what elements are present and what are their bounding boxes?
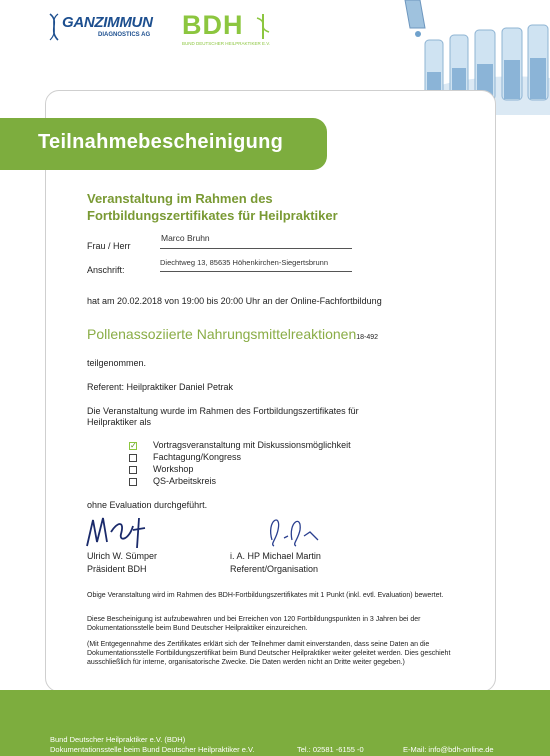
event-heading-line-2: Fortbildungszertifikates für Heilpraktiker xyxy=(87,208,338,223)
ganzimmun-name: GANZIMMUN xyxy=(62,14,153,31)
footer-dept: Dokumentationsstelle beim Bund Deutscher Heilpraktiker e.V. xyxy=(50,745,255,754)
footer-org: Bund Deutscher Heilpraktiker e.V. (BDH) xyxy=(50,735,186,744)
bdh-logo xyxy=(182,10,272,50)
note-keep: Diese Bescheinigung ist aufzubewahren und bei Erreichen von 120 Fortbildungspunkten in 3 Jahren bei der Dokumentationsstelle beim Bund Deutscher Heilpraktiker einzureichen. xyxy=(87,616,421,632)
option-label-vortrag: Vortragsveranstaltung mit Diskussionsmöglichkeit xyxy=(153,440,351,450)
option-checkbox-fachtagung xyxy=(129,454,137,462)
dna-icon xyxy=(46,12,62,42)
signer-right-role: Referent/Organisation xyxy=(230,564,319,574)
option-label-workshop: Workshop xyxy=(153,464,194,474)
participated-text: teilgenommen. xyxy=(87,358,147,368)
course-title-row xyxy=(87,326,378,342)
date-line: hat am 20.02.2018 von 19:00 bis 20:00 Uhr an der Online-Fachfortbildung xyxy=(87,296,382,306)
course-title: Pollenassoziierte Nahrungsmittelreaktionen xyxy=(87,326,357,342)
name-line xyxy=(160,248,352,249)
note-points: Obige Veranstaltung wird im Rahmen des BDH-Fortbildungszertifikates mit 1 Punkt (inkl. evtl. Evaluation) bewertet. xyxy=(87,592,444,599)
signature-left xyxy=(83,512,155,552)
option-checkbox-qs xyxy=(129,478,137,486)
caduceus-icon xyxy=(254,12,272,40)
option-label-fachtagung: Fachtagung/Kongress xyxy=(153,452,242,462)
footer-tel: Tel.: 02581 -6155 -0 xyxy=(297,745,364,754)
context-line-2: Heilpraktiker als xyxy=(87,417,152,427)
signature-right xyxy=(262,510,332,552)
bdh-sub: BUND DEUTSCHER HEILPRAKTIKER E.V. xyxy=(182,41,271,46)
certificate-title: Teilnahmebescheinigung xyxy=(38,131,284,153)
option-checkbox-workshop xyxy=(129,466,137,474)
bdh-name: BDH xyxy=(182,10,244,40)
ganzimmun-logo xyxy=(46,12,164,46)
address-line xyxy=(160,271,352,272)
address-value: Diechtweg 13, 85635 Höhenkirchen-Siegertsbrunn xyxy=(160,258,329,267)
event-heading-line-1: Veranstaltung im Rahmen des xyxy=(87,191,273,206)
footer-email: E-Mail: info@bdh-online.de xyxy=(403,745,494,754)
option-label-qs: QS-Arbeitskreis xyxy=(153,476,217,486)
name-label: Frau / Herr xyxy=(87,241,131,251)
context-line-1: Die Veranstaltung wurde im Rahmen des Fortbildungszertifikates für xyxy=(87,406,359,416)
course-code: 18-492 xyxy=(356,334,379,341)
address-label: Anschrift: xyxy=(87,265,125,275)
note-consent: (Mit Entgegennahme des Zertifikates erklärt sich der Teilnehmer damit einverstanden, dass seine Daten an die Dokumentationsstelle Fortbildungszertifikat beim Bund Deutscher Heilpraktiker weiter geleitet werden. Dies geschieht ausschließlich für interne, organisatorische Zwecke. Die Daten werden nicht an Dritte weiter gegeben.) xyxy=(87,641,451,666)
ganzimmun-sub: DIAGNOSTICS AG xyxy=(98,32,151,38)
evaluation-text: ohne Evaluation durchgeführt. xyxy=(87,500,208,510)
signer-right-name: i. A. HP Michael Martin xyxy=(230,551,321,561)
event-heading xyxy=(87,190,387,224)
option-checkbox-vortrag: ✓ xyxy=(130,441,137,450)
speaker-text: Referent: Heilpraktiker Daniel Petrak xyxy=(87,382,234,392)
name-value: Marco Bruhn xyxy=(161,233,210,243)
signer-left-role: Präsident BDH xyxy=(87,564,147,574)
signer-left-name: Ulrich W. Sümper xyxy=(87,551,158,561)
